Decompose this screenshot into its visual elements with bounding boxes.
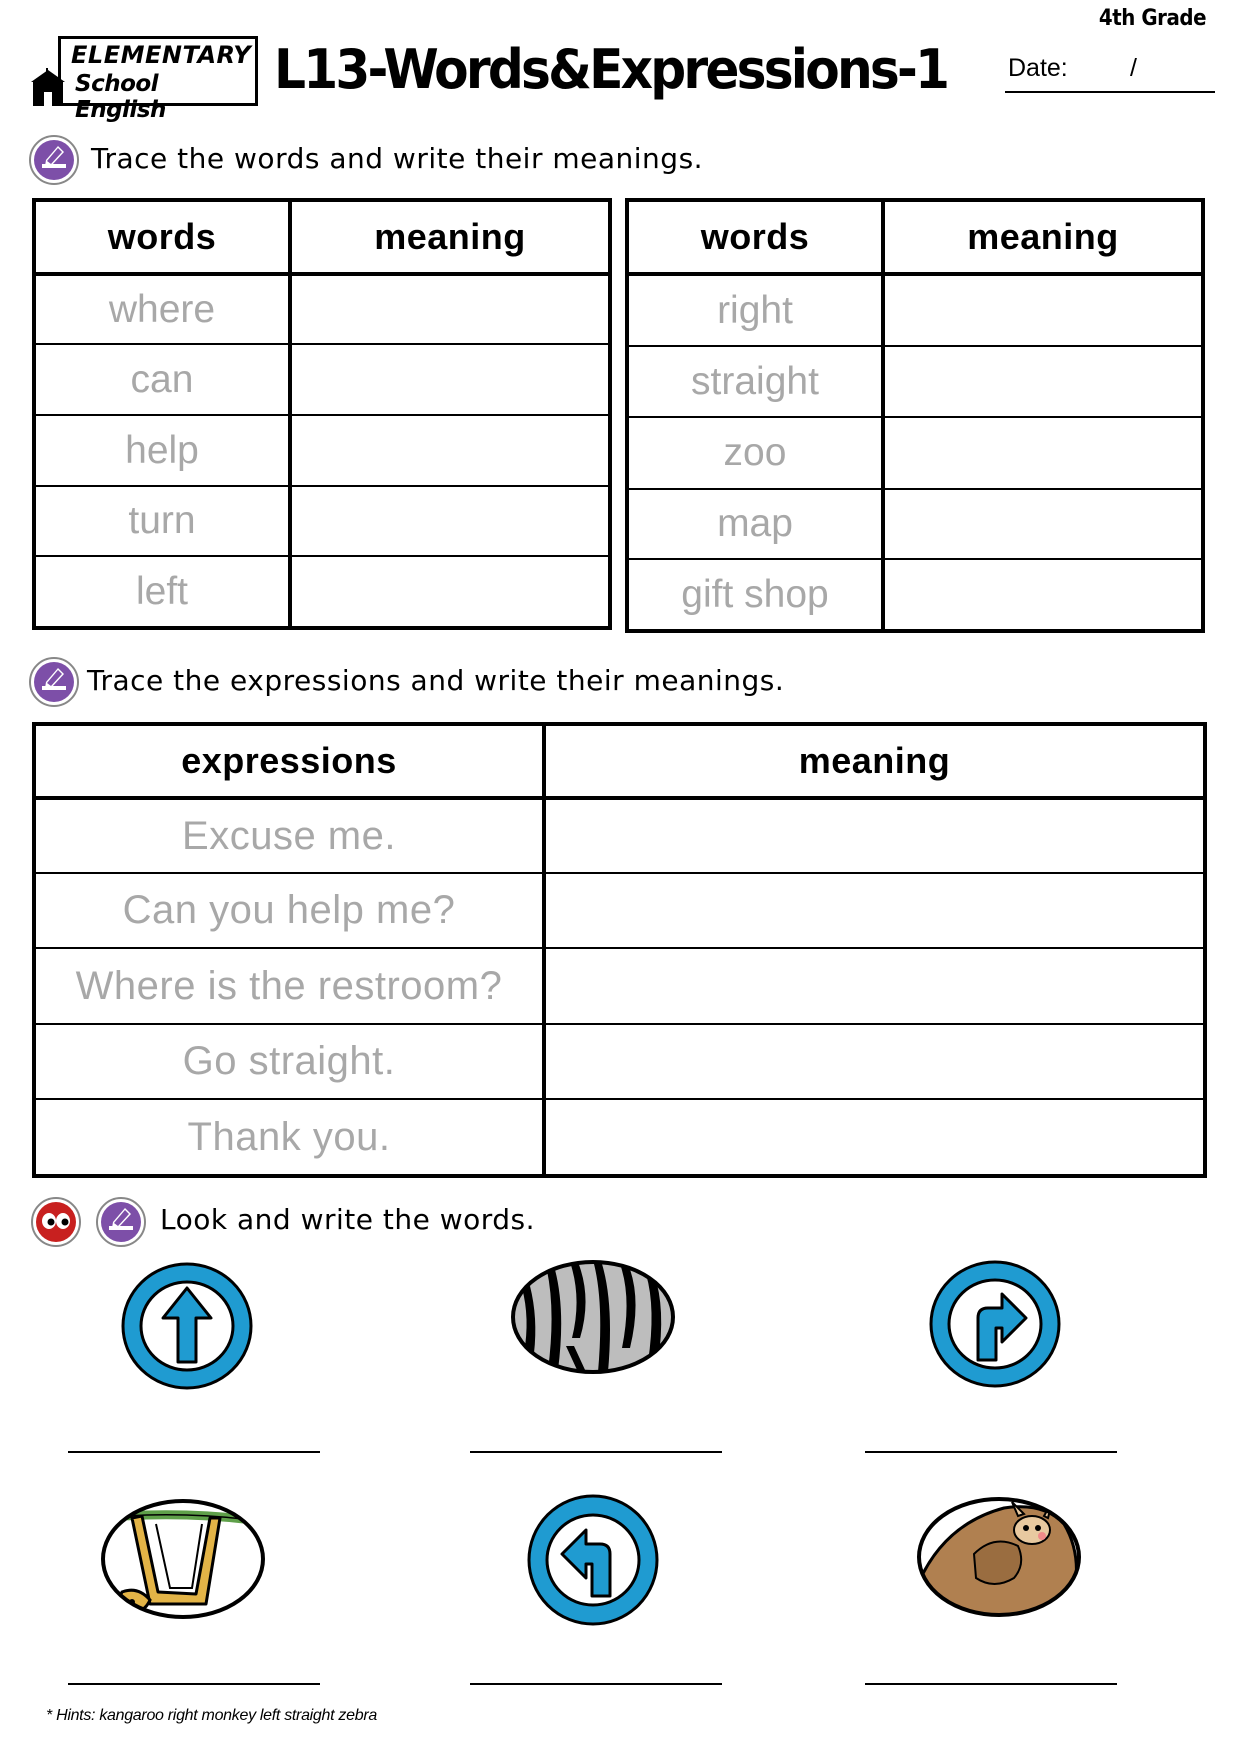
meaning-cell[interactable] [883, 346, 1203, 417]
trace-word: left [34, 556, 290, 628]
grade-label: 4th Grade [1098, 6, 1206, 31]
zebra-pattern-icon [508, 1258, 678, 1376]
left-turn-sign-icon [522, 1490, 664, 1630]
straight-arrow-sign-icon [116, 1258, 258, 1394]
date-label: Date: [1008, 54, 1068, 82]
section1-instruction: Trace the words and write their meanings. [91, 142, 704, 175]
trace-word: where [34, 274, 290, 344]
words-table-left [32, 198, 612, 630]
right-turn-sign-icon [924, 1256, 1066, 1392]
logo [58, 36, 258, 123]
answer-line[interactable] [68, 1451, 320, 1453]
trace-expression: Excuse me. [34, 798, 544, 873]
meaning-cell[interactable] [290, 556, 610, 628]
meaning-cell[interactable] [544, 948, 1205, 1024]
meaning-cell[interactable] [544, 1099, 1205, 1176]
trace-word: zoo [627, 417, 883, 489]
hints: * Hints: kangaroo right monkey left straight zebra [46, 1707, 377, 1724]
meaning-header: meaning [544, 724, 1205, 798]
meaning-cell[interactable] [883, 274, 1203, 346]
pencil-badge-icon [28, 656, 80, 708]
page-title: L13-Words&Expressions-1 [274, 38, 948, 101]
trace-expression: Where is the restroom? [34, 948, 544, 1024]
answer-line[interactable] [68, 1683, 320, 1685]
trace-expression: Can you help me? [34, 873, 544, 948]
logo-line1: ELEMENTARY [71, 41, 252, 69]
trace-word: right [627, 274, 883, 346]
kangaroo-icon [914, 1494, 1084, 1620]
section2-instruction: Trace the expressions and write their meanings. [87, 664, 785, 697]
section3-instruction: Look and write the words. [160, 1203, 536, 1236]
date-separator: / [1130, 54, 1137, 82]
pencil-badge-icon [28, 134, 80, 186]
date-field[interactable] [1005, 91, 1215, 93]
meaning-cell[interactable] [544, 873, 1205, 948]
trace-word: map [627, 489, 883, 559]
meaning-cell[interactable] [883, 559, 1203, 631]
monkey-hanging-icon [98, 1496, 268, 1622]
trace-expression: Thank you. [34, 1099, 544, 1176]
meaning-cell[interactable] [290, 415, 610, 486]
answer-line[interactable] [865, 1683, 1117, 1685]
trace-word: straight [627, 346, 883, 417]
meaning-cell[interactable] [290, 274, 610, 344]
answer-line[interactable] [865, 1451, 1117, 1453]
meaning-cell[interactable] [544, 1024, 1205, 1099]
words-header: words [627, 200, 883, 274]
trace-word: turn [34, 486, 290, 556]
words-header: words [34, 200, 290, 274]
expressions-header: expressions [34, 724, 544, 798]
meaning-header: meaning [883, 200, 1203, 274]
meaning-cell[interactable] [290, 344, 610, 415]
eyes-badge-icon [30, 1196, 82, 1248]
trace-word: help [34, 415, 290, 486]
words-table-right [625, 198, 1205, 633]
answer-line[interactable] [470, 1683, 722, 1685]
meaning-cell[interactable] [290, 486, 610, 556]
meaning-cell[interactable] [883, 417, 1203, 489]
pencil-badge-icon [95, 1196, 147, 1248]
expressions-table [32, 722, 1207, 1178]
answer-line[interactable] [470, 1451, 722, 1453]
meaning-header: meaning [290, 200, 610, 274]
trace-word: can [34, 344, 290, 415]
trace-word: gift shop [627, 559, 883, 631]
meaning-cell[interactable] [544, 798, 1205, 873]
meaning-cell[interactable] [883, 489, 1203, 559]
trace-expression: Go straight. [34, 1024, 544, 1099]
logo-line2: School English [75, 71, 166, 123]
school-icon [28, 68, 68, 108]
